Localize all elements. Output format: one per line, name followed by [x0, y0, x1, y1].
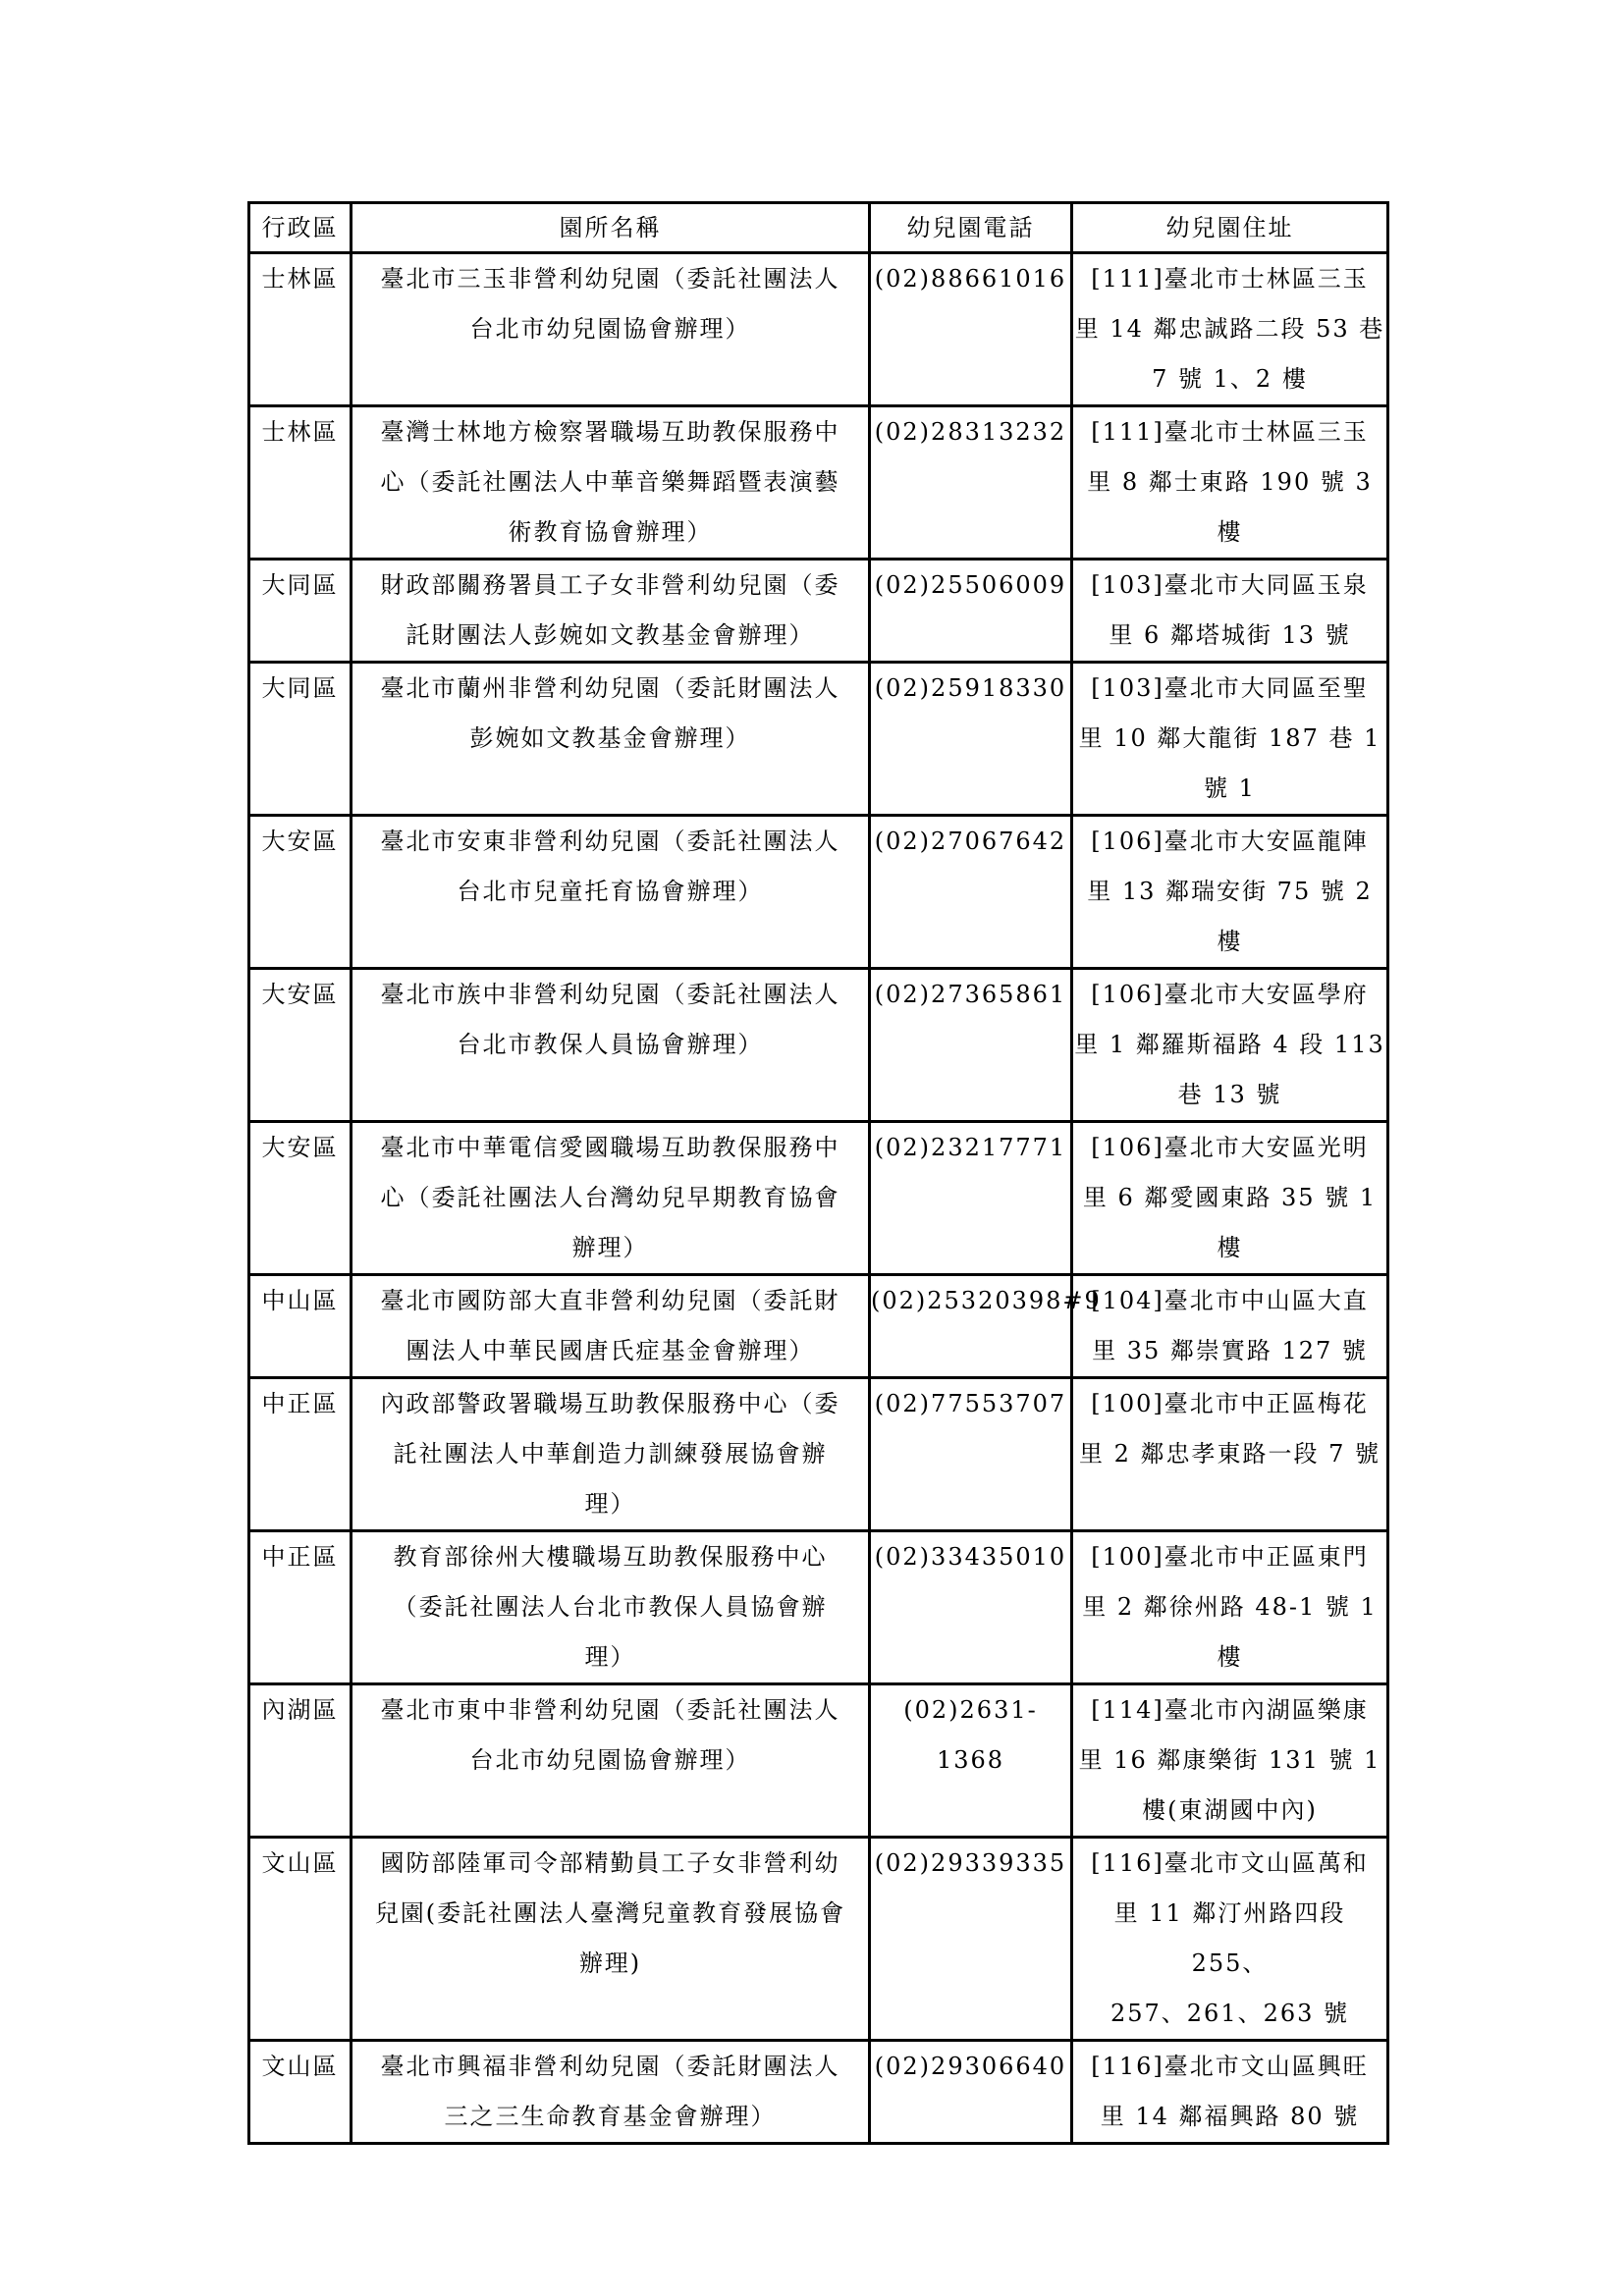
name-line: 台北市幼兒園協會辦理）: [469, 315, 751, 343]
name-line: 臺北市中華電信愛國職場互助教保服務中: [380, 1134, 840, 1161]
name-cell: [352, 2041, 870, 2144]
table-row: [249, 1838, 1388, 2041]
district-cell: 大同區: [249, 560, 352, 663]
header-name: 園所名稱: [352, 203, 870, 253]
phone-cell: (02)27365861: [870, 969, 1072, 1122]
name-line: 臺北市蘭州非營利幼兒園（委託財團法人: [380, 674, 840, 702]
address-line: [111]臺北市士林區三玉: [1091, 265, 1369, 293]
address-line: 里 35 鄰崇實路 127 號: [1092, 1337, 1368, 1364]
address-line: [100]臺北市中正區梅花: [1091, 1390, 1369, 1417]
table-row: [249, 1531, 1388, 1684]
phone-cell: (02)33435010: [870, 1531, 1072, 1684]
address-line: 7 號 1、2 樓: [1152, 365, 1308, 393]
address-cell: [1072, 560, 1388, 663]
address-line: [104]臺北市中山區大直: [1091, 1287, 1369, 1314]
name-line: 辦理）: [571, 1234, 649, 1261]
district-cell: 大安區: [249, 969, 352, 1122]
name-line: 台北市教保人員協會辦理）: [457, 1031, 764, 1058]
name-line: 託財團法人彭婉如文教基金會辦理）: [406, 621, 815, 649]
address-cell: [1072, 1122, 1388, 1275]
address-line: 里 14 鄰忠誠路二段 53 巷: [1074, 315, 1385, 343]
header-row: [249, 203, 1388, 253]
table-row: [249, 1378, 1388, 1531]
name-line: 心（委託社團法人台灣幼兒早期教育協會: [380, 1184, 840, 1211]
district-cell: 文山區: [249, 1838, 352, 2041]
name-line: 三之三生命教育基金會辦理）: [444, 2103, 777, 2130]
address-line: [116]臺北市文山區萬和: [1091, 1849, 1369, 1877]
address-line: 里 10 鄰大龍街 187 巷 1: [1078, 724, 1381, 752]
name-line: 內政部警政署職場互助教保服務中心（委: [380, 1390, 840, 1417]
name-line: （委託社團法人台北市教保人員協會辦: [393, 1593, 828, 1621]
name-line: 臺灣士林地方檢察署職場互助教保服務中: [380, 418, 840, 446]
address-line: 里 16 鄰康樂街 131 號 1: [1078, 1746, 1381, 1774]
address-line: 號 1: [1204, 774, 1256, 802]
phone-cell: (02)77553707: [870, 1378, 1072, 1531]
address-line: 樓: [1217, 1643, 1243, 1671]
name-cell: [352, 253, 870, 406]
district-cell: 大安區: [249, 1122, 352, 1275]
address-line: [116]臺北市文山區興旺: [1091, 2053, 1369, 2080]
address-cell: [1072, 1275, 1388, 1378]
address-line: [103]臺北市大同區至聖: [1091, 674, 1369, 702]
phone-cell: (02)2631-1368: [870, 1684, 1072, 1838]
name-line: 財政部關務署員工子女非營利幼兒園（委: [380, 571, 840, 599]
name-line: 臺北市東中非營利幼兒園（委託社團法人: [380, 1696, 840, 1724]
district-cell: 大安區: [249, 816, 352, 969]
phone-cell: (02)25320398#9: [870, 1275, 1072, 1378]
table-row: [249, 2041, 1388, 2144]
name-cell: [352, 406, 870, 560]
table-row: [249, 663, 1388, 816]
name-line: 臺北市三玉非營利幼兒園（委託社團法人: [380, 265, 840, 293]
phone-cell: (02)27067642: [870, 816, 1072, 969]
phone-cell: (02)88661016: [870, 253, 1072, 406]
address-line: 里 6 鄰塔城街 13 號: [1109, 621, 1351, 649]
phone-cell: (02)28313232: [870, 406, 1072, 560]
address-line: 樓(東湖國中內): [1142, 1796, 1318, 1824]
header-district: 行政區: [249, 203, 352, 253]
name-cell: [352, 1684, 870, 1838]
table-header: [249, 203, 1388, 253]
address-line: 里 6 鄰愛國東路 35 號 1: [1082, 1184, 1378, 1211]
address-line: 里 11 鄰汀州路四段 255、: [1113, 1899, 1346, 1977]
name-line: 兒園(委託社團法人臺灣兒童教育發展協會: [374, 1899, 846, 1927]
address-line: [111]臺北市士林區三玉: [1091, 418, 1369, 446]
address-line: [100]臺北市中正區東門: [1091, 1543, 1369, 1571]
table-row: [249, 1275, 1388, 1378]
table-row: [249, 1684, 1388, 1838]
phone-cell: (02)29306640: [870, 2041, 1072, 2144]
district-cell: 內湖區: [249, 1684, 352, 1838]
name-line: 臺北市興福非營利幼兒園（委託財團法人: [380, 2053, 840, 2080]
phone-cell: (02)25918330: [870, 663, 1072, 816]
address-line: [106]臺北市大安區光明: [1091, 1134, 1369, 1161]
name-cell: [352, 1275, 870, 1378]
name-line: 台北市幼兒園協會辦理）: [469, 1746, 751, 1774]
name-cell: [352, 969, 870, 1122]
name-line: 彭婉如文教基金會辦理）: [469, 724, 751, 752]
address-line: 里 8 鄰士東路 190 號 3 樓: [1087, 468, 1373, 546]
name-cell: [352, 1378, 870, 1531]
name-cell: [352, 1531, 870, 1684]
name-line: 國防部陸軍司令部精勤員工子女非營利幼: [380, 1849, 840, 1877]
address-line: 257、261、263 號: [1110, 2000, 1350, 2027]
table-row: [249, 253, 1388, 406]
name-line: 臺北市安東非營利幼兒園（委託社團法人: [380, 828, 840, 855]
district-cell: 士林區: [249, 253, 352, 406]
address-cell: [1072, 1378, 1388, 1531]
address-line: [106]臺北市大安區學府: [1091, 981, 1369, 1008]
district-cell: 中正區: [249, 1378, 352, 1531]
name-line: 教育部徐州大樓職場互助教保服務中心: [393, 1543, 828, 1571]
table-body: [249, 253, 1388, 2144]
address-cell: [1072, 406, 1388, 560]
address-line: 里 14 鄰福興路 80 號: [1100, 2103, 1360, 2130]
address-cell: [1072, 663, 1388, 816]
address-line: 里 2 鄰忠孝東路一段 7 號: [1078, 1440, 1381, 1468]
table-row: [249, 406, 1388, 560]
district-cell: 中山區: [249, 1275, 352, 1378]
address-line: 里 2 鄰徐州路 48-1 號 1: [1082, 1593, 1378, 1621]
name-line: 團法人中華民國唐氏症基金會辦理）: [406, 1337, 815, 1364]
table-row: [249, 560, 1388, 663]
address-line: 巷 13 號: [1177, 1081, 1282, 1108]
name-line: 台北市兒童托育協會辦理）: [457, 878, 764, 905]
address-cell: [1072, 1684, 1388, 1838]
address-line: 里 1 鄰羅斯福路 4 段 113: [1074, 1031, 1385, 1058]
address-cell: [1072, 969, 1388, 1122]
table-row: [249, 969, 1388, 1122]
district-cell: 大同區: [249, 663, 352, 816]
address-line: [103]臺北市大同區玉泉: [1091, 571, 1369, 599]
name-cell: [352, 560, 870, 663]
name-line: 辦理): [578, 1949, 642, 1977]
name-cell: [352, 1122, 870, 1275]
address-cell: [1072, 1531, 1388, 1684]
header-address: 幼兒園住址: [1072, 203, 1388, 253]
name-line: 臺北市國防部大直非營利幼兒園（委託財: [380, 1287, 840, 1314]
district-cell: 文山區: [249, 2041, 352, 2144]
name-line: 理）: [584, 1490, 636, 1518]
name-line: 心（委託社團法人中華音樂舞蹈暨表演藝: [380, 468, 840, 496]
phone-cell: (02)25506009: [870, 560, 1072, 663]
name-line: 理）: [584, 1643, 636, 1671]
header-phone: 幼兒園電話: [870, 203, 1072, 253]
address-line: [106]臺北市大安區龍陣: [1091, 828, 1369, 855]
name-cell: [352, 663, 870, 816]
table-row: [249, 816, 1388, 969]
address-cell: [1072, 1838, 1388, 2041]
preschool-table: [247, 201, 1389, 2145]
name-line: 託社團法人中華創造力訓練發展協會辦: [393, 1440, 828, 1468]
phone-cell: (02)29339335: [870, 1838, 1072, 2041]
name-line: 臺北市族中非營利幼兒園（委託社團法人: [380, 981, 840, 1008]
address-line: 里 13 鄰瑞安街 75 號 2 樓: [1087, 878, 1373, 955]
address-line: 樓: [1217, 1234, 1243, 1261]
name-cell: [352, 1838, 870, 2041]
district-cell: 士林區: [249, 406, 352, 560]
name-line: 術教育協會辦理）: [508, 518, 713, 546]
address-line: [114]臺北市內湖區樂康: [1091, 1696, 1369, 1724]
phone-cell: (02)23217771: [870, 1122, 1072, 1275]
name-cell: [352, 816, 870, 969]
district-cell: 中正區: [249, 1531, 352, 1684]
table-row: [249, 1122, 1388, 1275]
address-cell: [1072, 816, 1388, 969]
address-cell: [1072, 253, 1388, 406]
address-cell: [1072, 2041, 1388, 2144]
